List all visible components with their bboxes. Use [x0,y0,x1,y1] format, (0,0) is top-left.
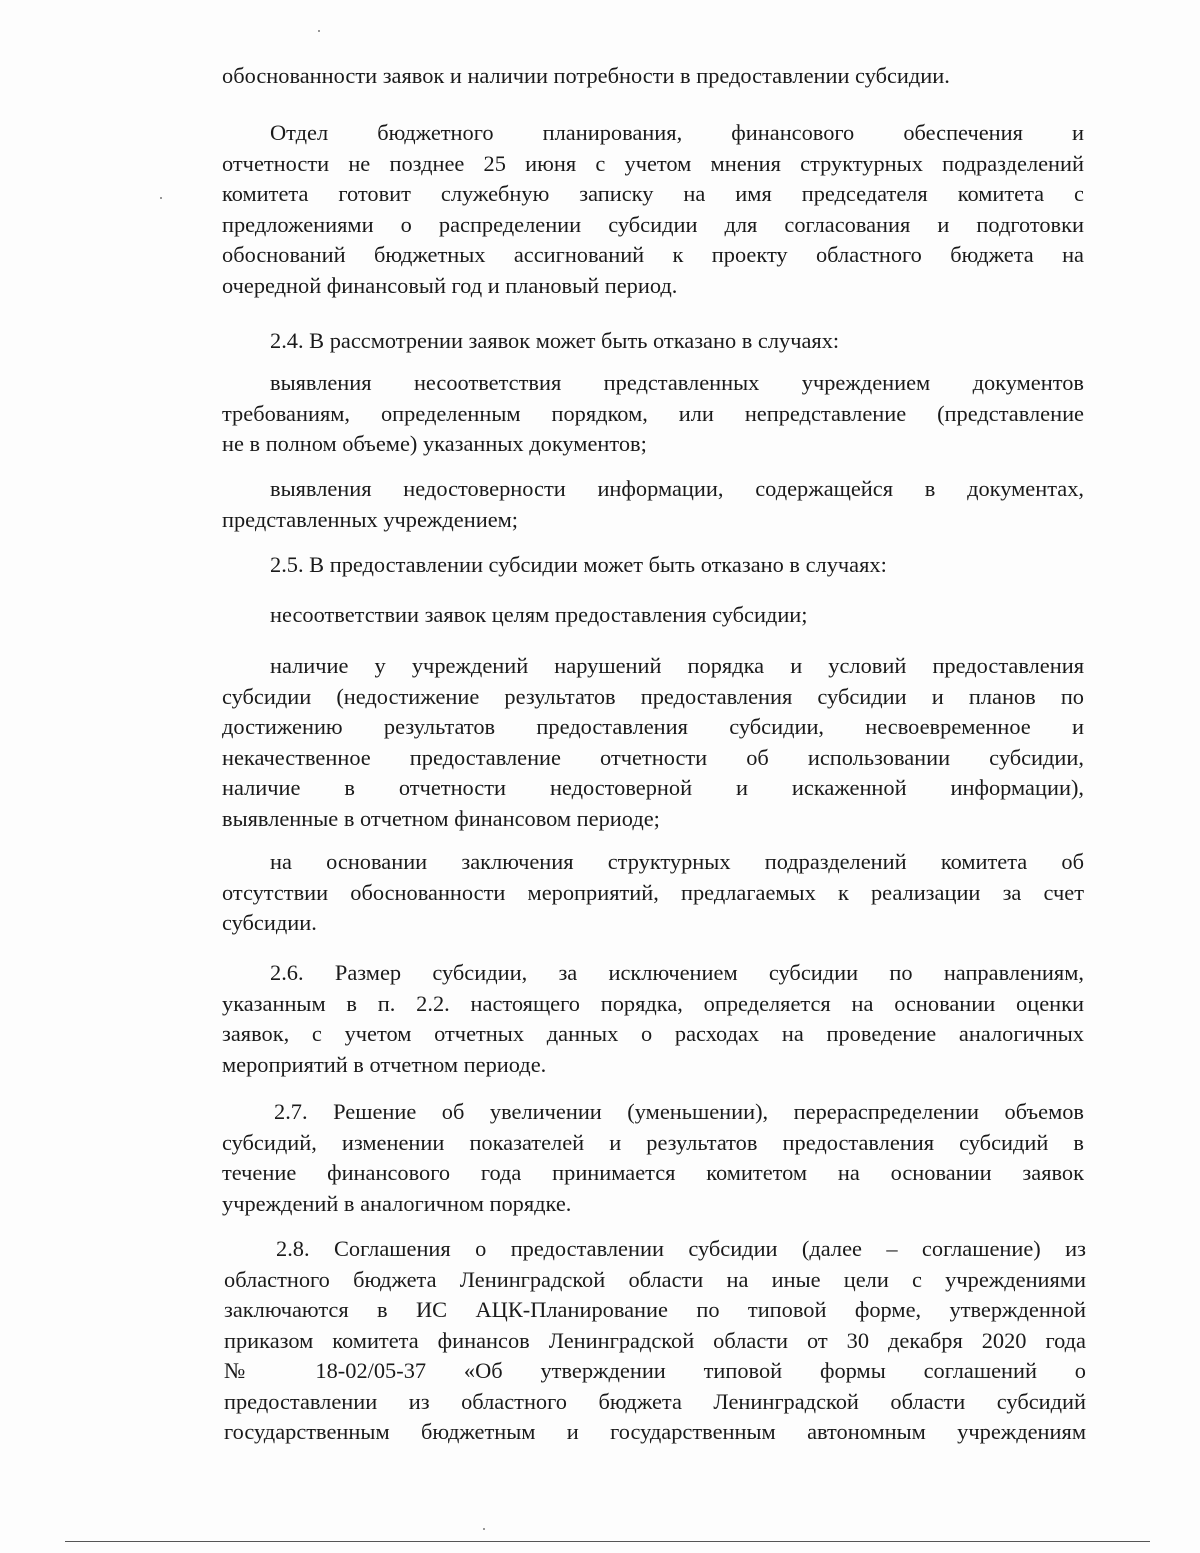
text-line: областного бюджета Ленинградской области на иные цели с учреждениями [224,1266,1086,1292]
text-line: государственным бюджетным и государственным автономным учреждениям [224,1419,1086,1444]
text-line: представленных учреждением; [222,506,519,532]
text-line: 2.4. В рассмотрении заявок может быть отказано в случаях: [270,328,840,353]
text-line: учреждений в аналогичном порядке. [222,1190,572,1216]
text-line: выявления недостоверности информации, содержащейся в документах, [270,476,1084,501]
text-line: 2.5. В предоставлении субсидии может быть отказано в случаях: [270,552,887,577]
text-line: Отдел бюджетного планирования, финансового обеспечения и [270,120,1084,145]
paragraph-subsidy-refusal-3 [222,847,1084,939]
paragraph-subsidy-refusal-1 [222,600,1084,631]
text-line: некачественное предоставление отчетности об использовании субсидии, [222,744,1084,770]
text-line: не в полном объеме) указанных документов; [222,431,647,456]
text-line: предложениями о распределении субсидии для согласования и подготовки [222,211,1084,237]
text-line: достижению результатов предоставления субсидии, несвоевременное и [222,714,1084,739]
text-line: мероприятий в отчетном периоде. [222,1051,547,1077]
text-line: обоснований бюджетных ассигнований к проекту областного бюджета на [222,242,1084,267]
paragraph-2-4 [222,326,1084,357]
text-line: субсидии. [222,910,317,935]
text-line: приказом комитета финансов Ленинградской области от 30 декабря 2020 года [224,1327,1086,1353]
text-line: субсидии (недостижение результатов предоставления субсидии и планов по [222,683,1084,709]
scan-edge-line [65,1541,1150,1542]
paragraph-budget-department [222,118,1084,301]
text-line: заявок, с учетом отчетных данных о расходах на проведение аналогичных [222,1021,1084,1046]
text-line: комитета готовит служебную записку на имя председателя комитета с [222,181,1084,206]
text-line: наличие в отчетности недостоверной и искаженной информации), [222,775,1084,800]
text-line: указанным в п. 2.2. настоящего порядка, определяется на основании оценки [222,990,1084,1016]
text-line: № 18-02/05-37 «Об утверждении типовой формы соглашений о [224,1358,1086,1383]
scan-speck [160,197,162,199]
paragraph-2-5 [222,550,1084,581]
text-line: требованиям, определенным порядком, или непредставление (представление [222,400,1084,426]
text-line: течение финансового года принимается комитетом на основании заявок [222,1160,1084,1185]
text-line: на основании заключения структурных подразделений комитета об [270,849,1084,874]
text-line: отчетности не позднее 25 июня с учетом мнения структурных подразделений [222,150,1084,176]
text-line: очередной финансовый год и плановый период. [222,272,678,298]
text-line: 2.6. Размер субсидии, за исключением субсидии по направлениям, [270,960,1084,985]
text-line: субсидий, изменении показателей и результатов предоставления субсидий в [222,1129,1084,1155]
paragraph-2-6 [222,958,1084,1080]
text-line: 2.7. Решение об увеличении (уменьшении), перераспределении объемов [274,1099,1084,1124]
paragraph-continuation [222,61,1084,92]
text-line: несоответствии заявок целям предоставления субсидии; [270,602,808,627]
scan-speck [483,1528,485,1530]
text-line: обоснованности заявок и наличии потребности в предоставлении субсидии. [222,63,950,88]
text-line: предоставлении из областного бюджета Ленинградской области субсидий [224,1388,1086,1414]
paragraph-2-8 [224,1234,1086,1448]
text-line: 2.8. Соглашения о предоставлении субсидии (далее – соглашение) из [276,1236,1086,1261]
scan-speck [318,30,320,32]
text-line: отсутствии обоснованности мероприятий, предлагаемых к реализации за счет [222,879,1084,905]
paragraph-refusal-case-1 [222,368,1084,460]
paragraph-refusal-case-2 [222,474,1084,535]
text-line: выявленные в отчетном финансовом периоде; [222,805,660,831]
paragraph-2-7 [222,1097,1084,1219]
text-line: выявления несоответствия представленных учреждением документов [270,370,1084,395]
text-line: заключаются в ИС АЦК-Планирование по типовой форме, утвержденной [224,1297,1086,1322]
paragraph-subsidy-refusal-2 [222,651,1084,834]
text-line: наличие у учреждений нарушений порядка и условий предоставления [270,653,1084,678]
